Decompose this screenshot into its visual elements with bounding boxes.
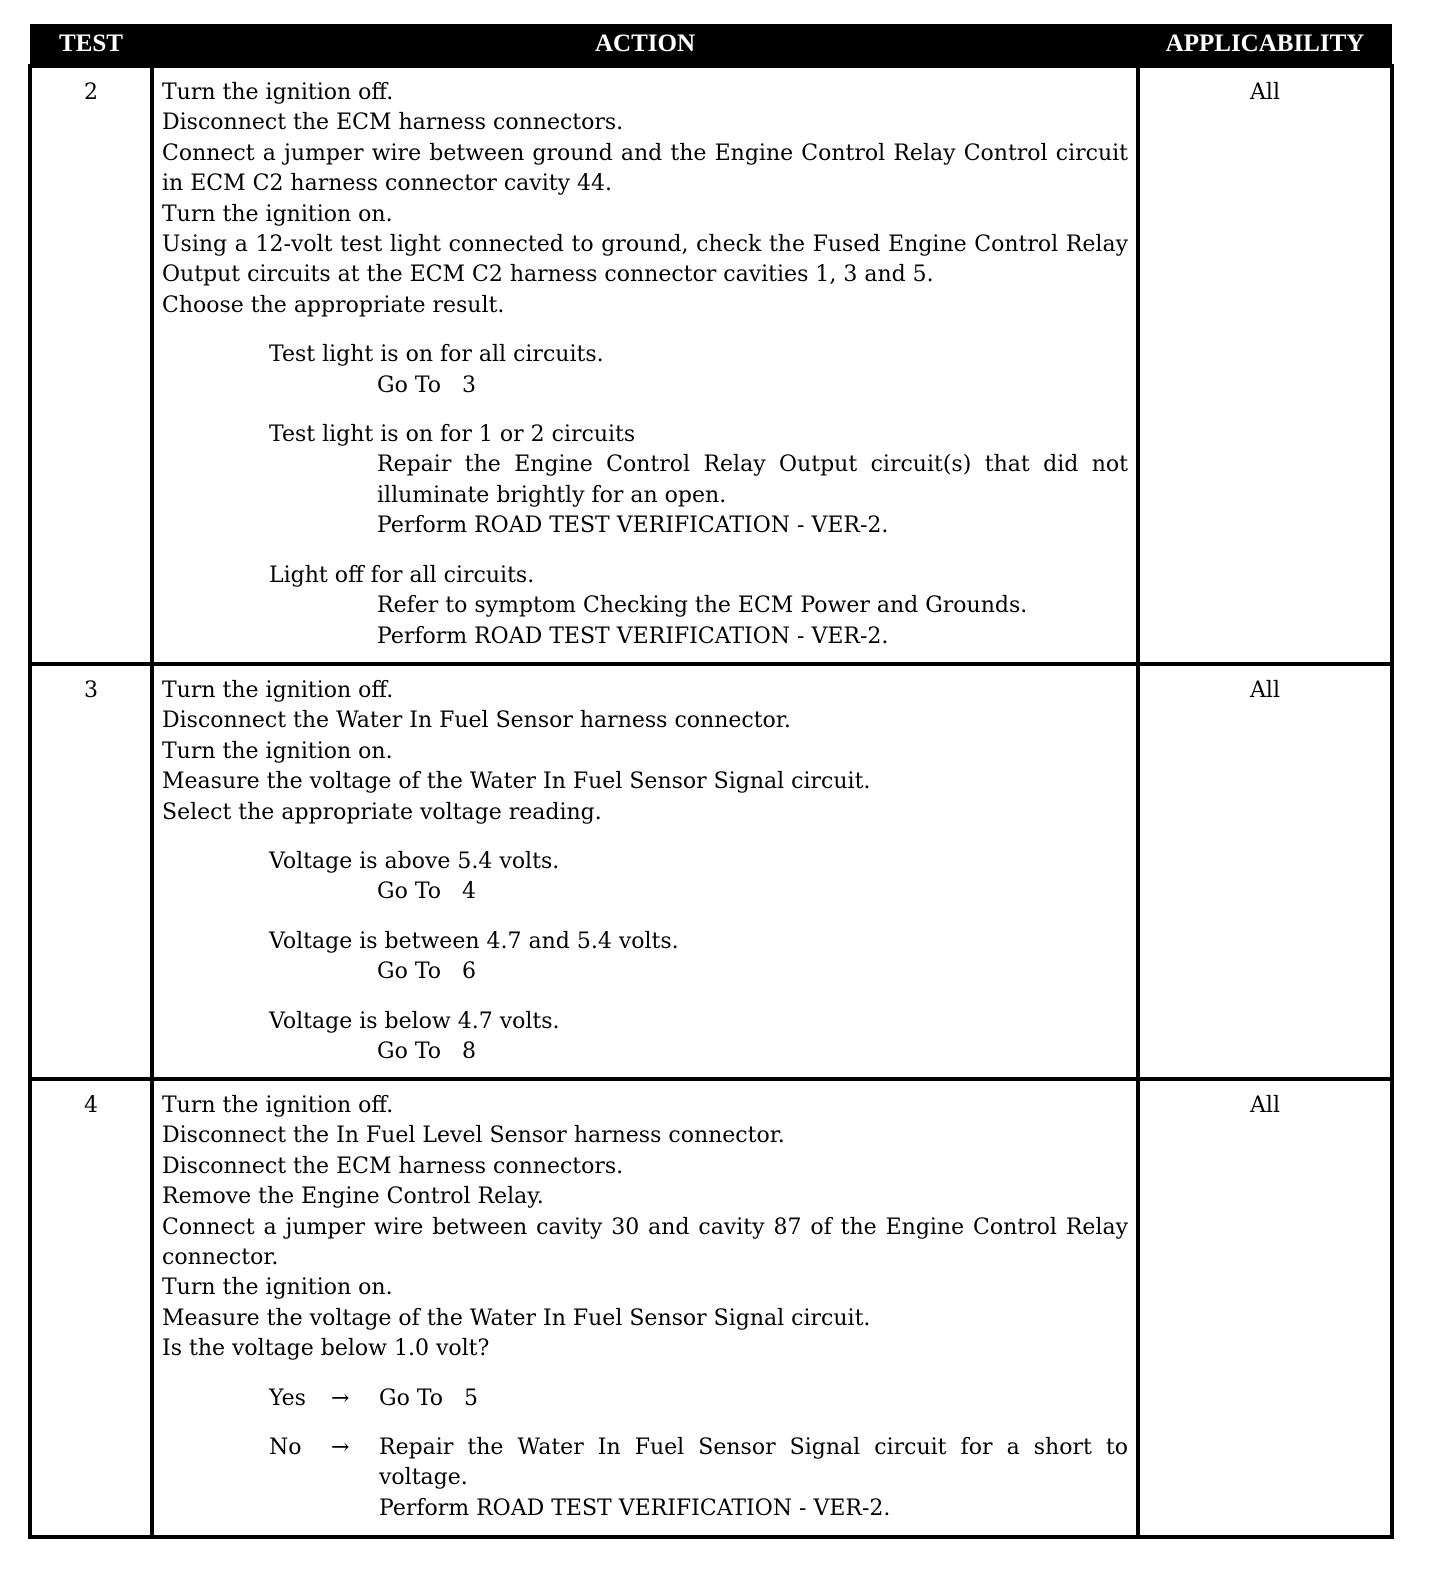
applicability: All	[1138, 1079, 1392, 1537]
action-step: Using a 12-volt test light connected to ground, check the Fused Engine Control Relay Output circuits at the ECM C2 harness connector cavities 1, 3 and 5.	[162, 232, 1128, 288]
action-step: Connect a jumper wire between cavity 30 and cavity 87 of the Engine Control Relay connector.	[162, 1214, 1128, 1271]
test-number: 3	[30, 664, 152, 1079]
result-condition: Test light is on for 1 or 2 circuits	[269, 422, 636, 448]
header-applicability: APPLICABILITY	[1138, 24, 1392, 66]
answer-outcome	[379, 1433, 1135, 1524]
action-step: Disconnect the In Fuel Level Sensor harness connector.	[162, 1123, 785, 1149]
applicability: All	[1138, 66, 1392, 664]
action-step: Turn the ignition off.	[162, 1093, 394, 1118]
action-step: Disconnect the ECM harness connectors.	[162, 1153, 624, 1179]
action-cell	[152, 1079, 1138, 1537]
answer-outcome-line: Perform ROAD TEST VERIFICATION - VER-2.	[379, 1495, 891, 1521]
result-condition: Light off for all circuits.	[269, 562, 535, 588]
result-condition: Voltage is between 4.7 and 5.4 volts.	[269, 928, 679, 954]
result-outcome: Go To 3	[377, 372, 476, 398]
action-step: Remove the Engine Control Relay.	[162, 1184, 544, 1210]
header-test: TEST	[30, 24, 152, 66]
action-step: Choose the appropriate result.	[162, 292, 505, 318]
action-step: Turn the ignition off.	[162, 678, 394, 703]
answer-outcome-line: Repair the Water In Fuel Sensor Signal circuit for a short to voltage.	[379, 1435, 1135, 1491]
arrow-right-icon: →	[331, 1385, 350, 1411]
action-step: Turn the ignition on.	[162, 201, 393, 227]
action-cell	[152, 66, 1138, 664]
result-block	[162, 927, 1128, 988]
action-step: Is the voltage below 1.0 volt?	[162, 1336, 490, 1362]
action-step: Select the appropriate voltage reading.	[162, 799, 602, 825]
result-outcome: Go To 8	[377, 1039, 476, 1065]
result-block	[162, 1007, 1128, 1068]
action-step: Connect a jumper wire between ground and the Engine Control Relay Control circuit in ECM C2 harness connector cavity 44.	[162, 140, 1128, 197]
action-step: Measure the voltage of the Water In Fuel Sensor Signal circuit.	[162, 1305, 871, 1331]
result-block	[162, 340, 1128, 401]
result-block	[162, 420, 1135, 542]
arrow-right-icon: →	[331, 1435, 350, 1461]
answer-outcome-line: Go To 5	[379, 1385, 478, 1411]
action-step: Disconnect the ECM harness connectors.	[162, 110, 624, 136]
diagnostic-test-table	[28, 24, 1394, 1539]
action-step: Measure the voltage of the Water In Fuel Sensor Signal circuit.	[162, 769, 871, 795]
table-row	[30, 1079, 1392, 1537]
result-block	[162, 561, 1128, 652]
table-header-row	[30, 24, 1392, 66]
result-block	[162, 847, 1128, 908]
result-condition: Test light is on for all circuits.	[269, 342, 604, 368]
answer-label: Yes	[269, 1385, 306, 1411]
action-step: Turn the ignition on.	[162, 738, 393, 764]
applicability: All	[1138, 664, 1392, 1079]
result-outcome: Go To 4	[377, 879, 476, 905]
test-number: 2	[30, 66, 152, 664]
answer-block	[162, 1384, 1128, 1414]
action-cell	[152, 664, 1138, 1079]
action-step: Turn the ignition on.	[162, 1275, 393, 1301]
header-action: ACTION	[152, 24, 1138, 66]
result-outcome: Refer to symptom Checking the ECM Power and Grounds.	[377, 593, 1028, 619]
answer-outcome	[379, 1384, 1128, 1414]
result-outcome: Repair the Engine Control Relay Output circuit(s) that did not illuminate brightly for an open.	[377, 452, 1135, 508]
test-number: 4	[30, 1079, 152, 1537]
table-row	[30, 664, 1392, 1079]
result-outcome: Go To 6	[377, 959, 476, 985]
result-condition: Voltage is below 4.7 volts.	[269, 1008, 560, 1034]
answer-label: No	[269, 1435, 302, 1461]
action-step: Turn the ignition off.	[162, 80, 394, 105]
answer-block	[162, 1433, 1135, 1524]
result-outcome: Perform ROAD TEST VERIFICATION - VER-2.	[377, 623, 889, 649]
result-outcome: Perform ROAD TEST VERIFICATION - VER-2.	[377, 513, 889, 539]
result-condition: Voltage is above 5.4 volts.	[269, 849, 560, 875]
table-row	[30, 66, 1392, 664]
action-step: Disconnect the Water In Fuel Sensor harness connector.	[162, 708, 791, 734]
